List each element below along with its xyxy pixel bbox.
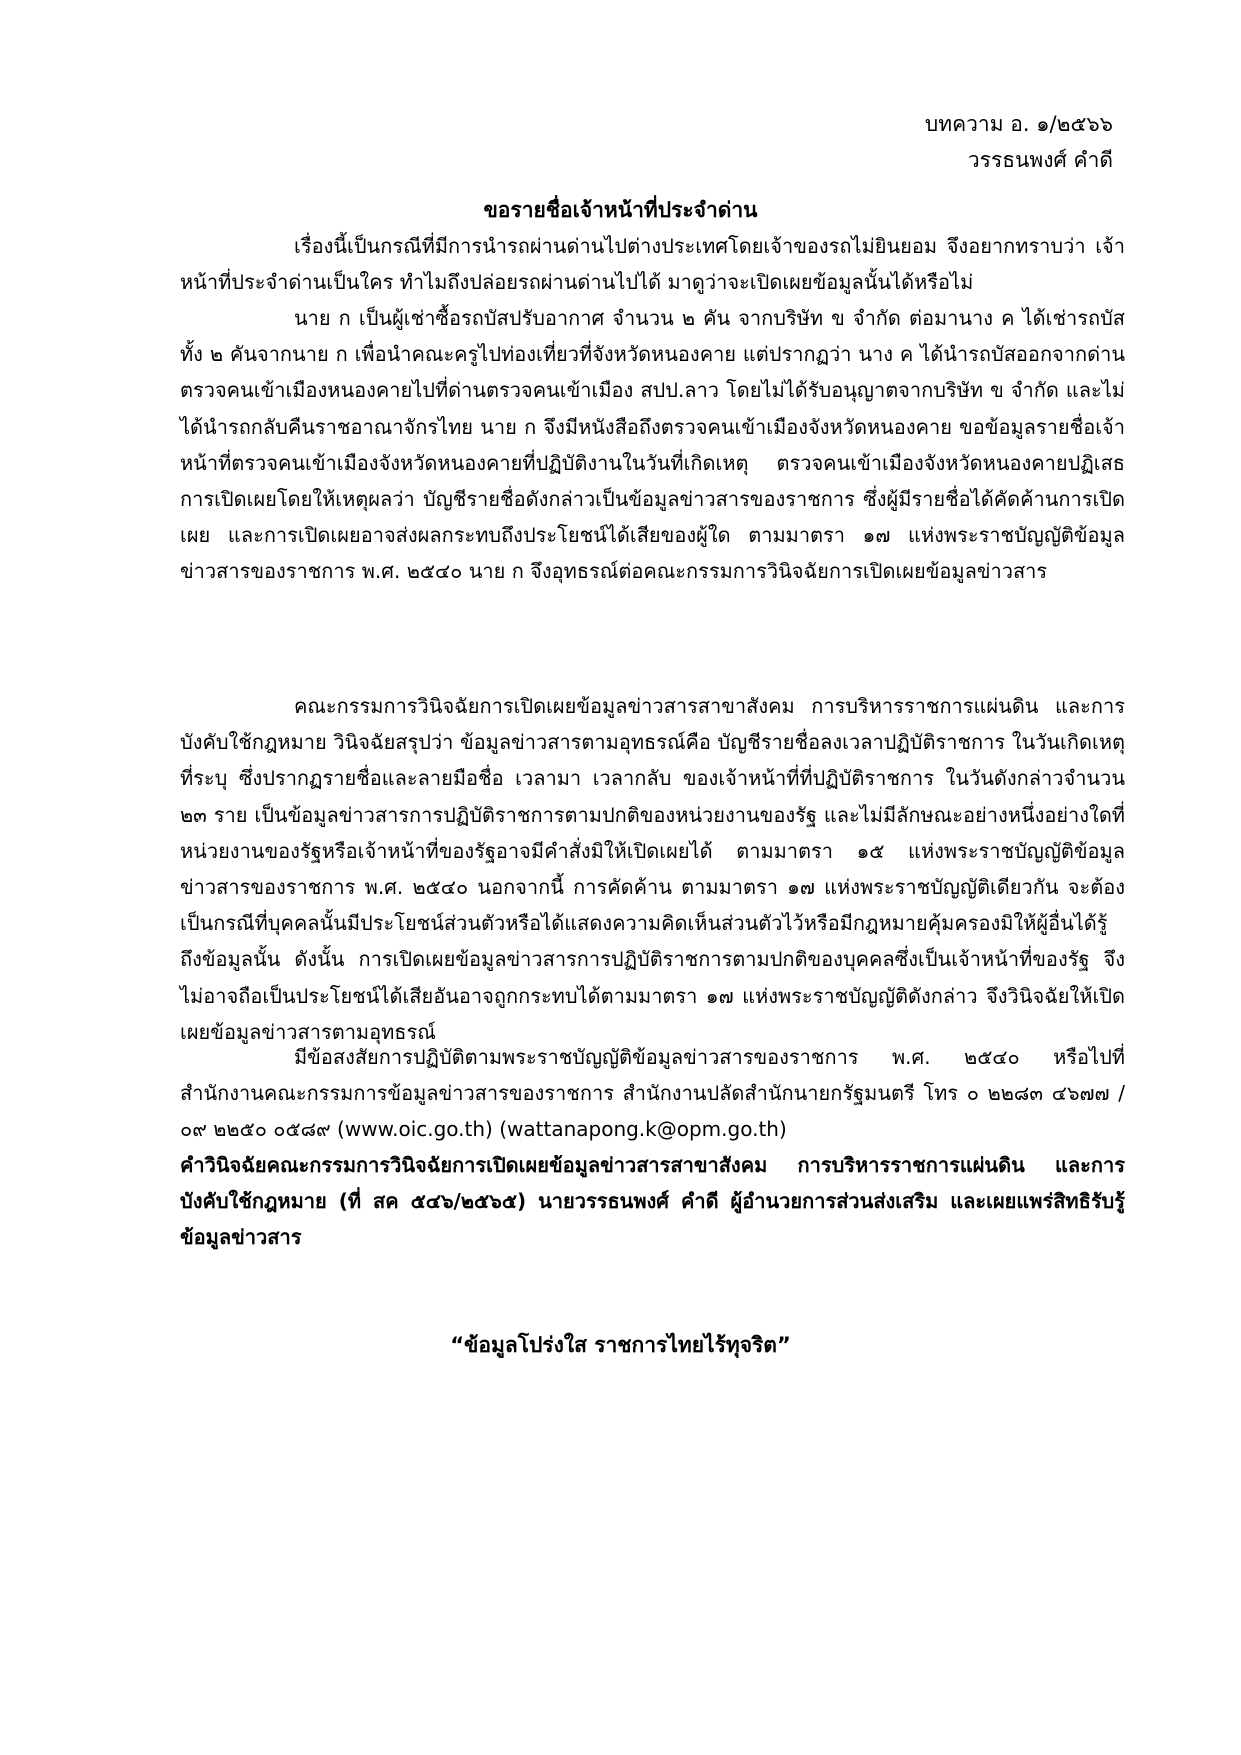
author-name: วรรธนพงศ์ คำดี — [967, 148, 1113, 172]
reference-section — [180, 1147, 1125, 1256]
contact-section — [180, 1039, 1125, 1148]
decision-section — [180, 688, 1125, 1050]
facts-section — [180, 300, 1125, 590]
page-title: ขอรายชื่อเจ้าหน้าที่ประจำด่าน — [483, 198, 758, 222]
facts-paragraph: นาย ก เป็นผู้เช่าซื้อรถบัสปรับอากาศ จำนวน ๒ คัน จากบริษัท ข จำกัด ต่อมานาง ค ได้เช่ารถบัสทั้ง ๒ คันจากนาย ก เพื่อนำคณะครูไปท่องเที่ยวที่จังหวัดหนองคาย แต่ปรากฏว่า นาง ค ได้นำรถบัสออกจากด่านตรวจคนเข้าเมืองหนองคายไปที่ด่านตรวจคนเข้าเมือง สปป.ลาว โดยไม่ได้รับอนุญาตจากบริษัท ข จำกัด และไม่ได้นำรถกลับคืนราชอาณาจักรไทย นาย ก จึงมีหนังสือถึงตรวจคนเข้าเมืองจังหวัดหนองคาย ขอข้อมูลรายชื่อเจ้าหน้าที่ตรวจคนเข้าเมืองจังหวัดหนองคายที่ปฏิบัติงานในวันที่เกิดเหตุ ตรวจคนเข้าเมืองจังหวัดหนองคายปฏิเสธการเปิดเผยโดยให้เหตุผลว่า บัญชีรายชื่อดังกล่าวเป็นข้อมูลข่าวสารของราชการ ซึ่งผู้มีรายชื่อได้คัดค้านการเปิดเผย และการเปิดเผยอาจส่งผลกระทบถึงประโยชน์ได้เสียของผู้ใด ตามมาตรา ๑๗ แห่งพระราชบัญญัติข้อมูลข่าวสารของราชการ พ.ศ. ๒๕๔๐ นาย ก จึงอุทธรณ์ต่อคณะกรรมการวินิจฉัยการเปิดเผยข้อมูลข่าวสาร — [180, 306, 1125, 584]
document-header — [925, 106, 1113, 178]
reference-paragraph: คำวินิจฉัยคณะกรรมการวินิจฉัยการเปิดเผยข้อมูลข่าวสารสาขาสังคม การบริหารราชการแผ่นดิน และการบังคับใช้กฎหมาย (ที่ สค ๕๔๖/๒๕๖๕) นายวรรธนพงศ์ คำดี ผู้อำนวยการส่วนส่งเสริม และเผยแพร่สิทธิรับรู้ข้อมูลข่าวสาร — [180, 1153, 1125, 1250]
decision-paragraph: คณะกรรมการวินิจฉัยการเปิดเผยข้อมูลข่าวสารสาขาสังคม การบริหารราชการแผ่นดิน และการบังคับใช้กฎหมาย วินิจฉัยสรุปว่า ข้อมูลข่าวสารตามอุทธรณ์คือ บัญชีรายชื่อลงเวลาปฏิบัติราชการ ในวันเกิดเหตุที่ระบุ ซึ่งปรากฏรายชื่อและลายมือชื่อ เวลามา เวลากลับ ของเจ้าหน้าที่ที่ปฏิบัติราชการ ในวันดังกล่าวจำนวน ๒๓ ราย เป็นข้อมูลข่าวสารการปฏิบัติราชการตามปกติของหน่วยงานของรัฐ และไม่มีลักษณะอย่างหนึ่งอย่างใดที่หน่วยงานของรัฐหรือเจ้าหน้าที่ของรัฐอาจมีคำสั่งมิให้เปิดเผยได้ ตามมาตรา ๑๕ แห่งพระราชบัญญัติข้อมูลข่าวสารของราชการ พ.ศ. ๒๕๔๐ นอกจากนี้ การคัดค้าน ตามมาตรา ๑๗ แห่งพระราชบัญญัติเดียวกัน จะต้องเป็นกรณีที่บุคคลนั้นมีประโยชน์ส่วนตัวหรือได้แสดงความคิดเห็นส่วนตัวไว้หรือมีกฎหมายคุ้มครองมิให้ผู้อื่นได้รู้ถึงข้อมูลนั้น ดังนั้น การเปิดเผยข้อมูลข่าวสารการปฏิบัติราชการตามปกติของบุคคลซึ่งเป็นเจ้าหน้าที่ของรัฐ จึงไม่อาจถือเป็นประโยชน์ได้เสียอันอาจถูกกระทบได้ตามมาตรา ๑๗ แห่งพระราชบัญญัติดังกล่าว จึงวินิจฉัยให้เปิดเผยข้อมูลข่าวสารตามอุทธรณ์ — [180, 694, 1125, 1044]
slogan: “ข้อมูลโปร่งใส ราชการไทยไร้ทุจริต” — [450, 1333, 791, 1357]
intro-section — [180, 228, 1125, 300]
intro-paragraph: เรื่องนี้เป็นกรณีที่มีการนำรถผ่านด่านไปต่างประเทศโดยเจ้าของรถไม่ยินยอม จึงอยากทราบว่า เจ้าหน้าที่ประจำด่านเป็นใคร ทำไมถึงปล่อยรถผ่านด่านไปได้ มาดูว่าจะเปิดเผยข้อมูลนั้นได้หรือไม่ — [180, 234, 1125, 295]
contact-paragraph: มีข้อสงสัยการปฏิบัติตามพระราชบัญญัติข้อมูลข่าวสารของราชการ พ.ศ. ๒๕๔๐ หรือไปที่ สำนักงานคณะกรรมการข้อมูลข่าวสารของราชการ สำนักงานปลัดสำนักนายกรัฐมนตรี โทร ๐ ๒๒๘๓ ๔๖๗๗ / ๐๙ ๒๒๕๐ ๐๕๘๙ (www.oic.go.th) (wattanapong.k@opm.go.th) — [180, 1045, 1125, 1142]
article-number: บทความ อ. ๑/๒๕๖๖ — [924, 112, 1113, 136]
